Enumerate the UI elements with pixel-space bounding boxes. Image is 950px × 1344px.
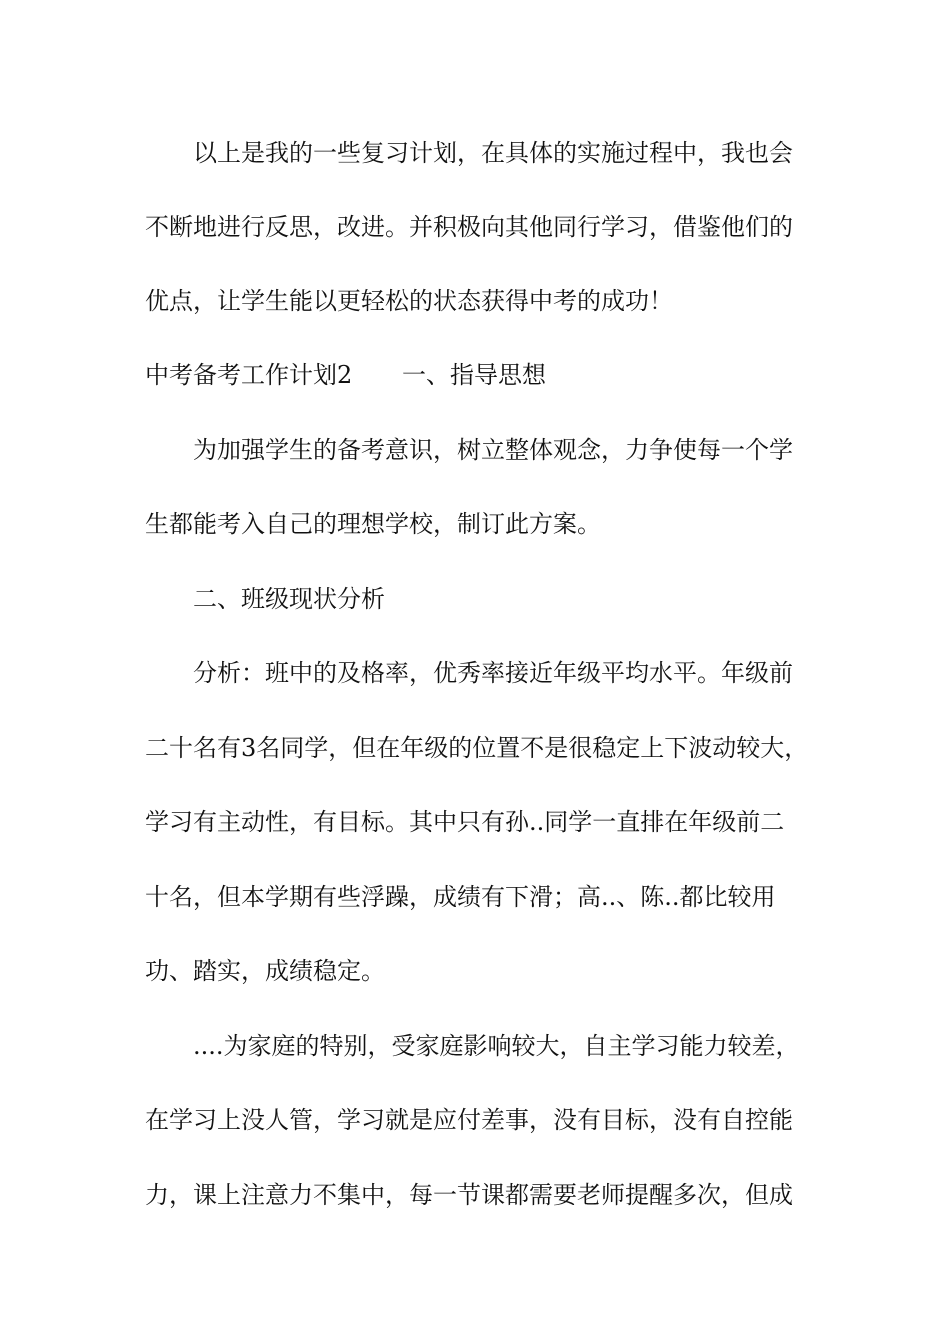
paragraph-line: 分析：班中的及格率，优秀率接近年级平均水平。年级前	[193, 659, 793, 687]
paragraph-line: 为加强学生的备考意识，树立整体观念，力争使每一个学	[193, 436, 793, 464]
paragraph-line: 不断地进行反思，改进。并积极向其他同行学习，借鉴他们的	[145, 213, 793, 241]
paragraph-line: 功、踏实，成绩稳定。	[145, 957, 385, 985]
paragraph-line: 二十名有3名同学，但在年级的位置不是很稳定上下波动较大，	[145, 734, 809, 762]
paragraph-line: 十名，但本学期有些浮躁，成绩有下滑；高..、陈..都比较用	[145, 883, 776, 911]
paragraph-line: 力，课上注意力不集中，每一节课都需要老师提醒多次，但成	[145, 1181, 793, 1209]
paragraph-line: 生都能考入自己的理想学校，制订此方案。	[145, 510, 601, 538]
paragraph-line: 优点，让学生能以更轻松的状态获得中考的成功！	[145, 287, 673, 315]
paragraph-line: 以上是我的一些复习计划，在具体的实施过程中，我也会	[193, 139, 793, 167]
document-title: 中考备考工作计划2	[145, 361, 353, 389]
paragraph-line: ....为家庭的特别，受家庭影响较大，自主学习能力较差，	[193, 1032, 800, 1060]
section-heading: 二、班级现状分析	[193, 585, 385, 613]
paragraph-line: 在学习上没人管，学习就是应付差事，没有目标，没有自控能	[145, 1106, 793, 1134]
section-heading: 一、指导思想	[402, 361, 546, 389]
paragraph-line: 学习有主动性，有目标。其中只有孙..同学一直排在年级前二	[145, 808, 785, 836]
